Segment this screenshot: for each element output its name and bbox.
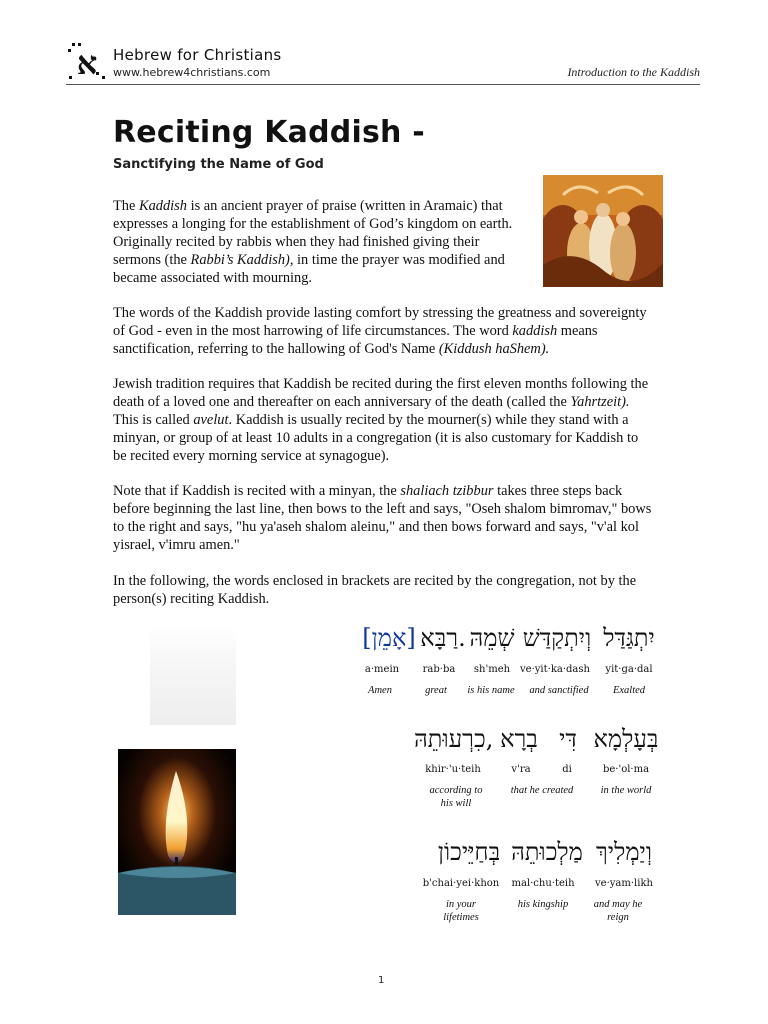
text-run: The	[113, 198, 139, 214]
hebrew-word: יִתְגַּדַּל	[603, 624, 655, 652]
hebrew-word: בְּעָלְמָא	[593, 725, 659, 753]
italic-term: Rabbi’s Kaddish),	[190, 252, 294, 268]
transliteration: yit·ga·dal	[605, 664, 653, 675]
text-run: takes three steps back before beginning the last line, then bows to the left and says, "Oseh shalom bimromav," bows to the right and says, "hu ya'aseh shalom aleinu," and then bows forward and says, "v'al kol yisrael, v'imru amen."	[113, 483, 652, 553]
text-run: In the following, the words enclosed in brackets are recited by the congregation, not by the person(s) reciting Kaddish.	[113, 573, 637, 607]
hebrew-word-congregation: [אָמֵן]	[362, 624, 416, 652]
tradition-paragraph	[113, 375, 653, 465]
gloss: and may he reign	[593, 899, 643, 923]
minyan-paragraph	[113, 482, 653, 554]
text-run: Jewish tradition requires that Kaddish be recited during the first eleven months following the death of a loved one and thereafter on each anniversary of the death (called the	[113, 376, 649, 410]
text-run: means sanctification, referring to the hallowing of God's Name	[113, 323, 598, 357]
logo-letter: א	[76, 44, 98, 82]
site-name: Hebrew for Christians	[113, 46, 282, 64]
transliteration: rab·ba	[422, 664, 456, 675]
transliteration: v'ra	[511, 764, 531, 775]
candle-image	[118, 749, 236, 915]
gloss: according to his will	[429, 785, 483, 809]
page-subtitle: Sanctifying the Name of God	[113, 157, 324, 172]
gloss: that he created	[510, 785, 574, 796]
angels-painting-image	[543, 175, 663, 287]
italic-term: kaddish	[512, 323, 558, 339]
hebrew-word: בְרָא	[500, 725, 538, 753]
gloss: Exalted	[612, 685, 646, 696]
italic-term: shaliach tzibbur	[400, 483, 494, 499]
gloss: great	[425, 685, 447, 696]
page-number: 1	[378, 975, 385, 986]
italic-term: Yahrtzeit).	[570, 394, 630, 410]
hebrew-word: דִּי	[559, 725, 577, 753]
text-run: is an ancient prayer of praise (written in Aramaic) that expresses a longing for the establishment of God’s kingdom on earth. Originally recited by rabbis when they had finished giving their sermons (the	[113, 198, 513, 268]
hebrew-word: שְׁמֵהּ	[469, 624, 515, 652]
italic-term: (Kiddush haShem).	[438, 341, 550, 357]
hebrew-word: וְיַמְלִיךְ	[596, 838, 652, 866]
hebrew-word: בְּחַיֵּיכוֹן	[437, 838, 501, 866]
hebrew-word: רַבָּא.	[420, 624, 466, 652]
transliteration: mal·chu·teih	[511, 878, 575, 889]
transliteration: a·mein	[364, 664, 400, 675]
aleph-logo-icon	[66, 40, 108, 82]
transliteration: di	[562, 764, 572, 775]
gloss: in the world	[600, 785, 652, 796]
italic-term: Kaddish	[138, 198, 187, 214]
text-run: in time the prayer was modified and became associated with mourning.	[113, 252, 505, 286]
site-url[interactable]: www.hebrew4christians.com	[113, 66, 271, 79]
intro-paragraph	[113, 197, 513, 287]
transliteration: ve·yit·ka·dash	[520, 664, 590, 675]
brackets-note-paragraph	[113, 572, 653, 608]
page-header	[66, 40, 700, 85]
hebrew-word: כִרְעוּתֵהּ,	[414, 725, 494, 753]
transliteration: b'chai·yei·khon	[422, 878, 500, 889]
text-run: The words of the Kaddish provide lasting comfort by stressing the greatness and sovereignty of God - even in the most harrowing of life circumstances. The word	[113, 305, 647, 339]
text-run: Note that if Kaddish is recited with a minyan, the	[113, 483, 401, 499]
document-title: Introduction to the Kaddish	[567, 65, 700, 79]
hebrew-word: וְיִתְקַדַּשׁ	[522, 624, 592, 652]
transliteration: khir·'u·teih	[425, 764, 481, 775]
gloss: in your lifetimes	[443, 899, 479, 923]
hebrew-word: מַלְכוּתֵהּ	[511, 838, 583, 866]
transliteration: sh'meh	[473, 664, 511, 675]
text-run: This is called	[113, 412, 194, 428]
gloss: and sanctified	[529, 685, 589, 696]
image-fade-area	[150, 625, 236, 725]
gloss: is his name	[467, 685, 515, 696]
text-run: . Kaddish is usually recited by the mourner(s) while they stand with a minyan, or group of at least 10 adults in a congregation (it is also customary for Kaddish to be recited every morning service at synagogue).	[113, 412, 639, 464]
page-title: Reciting Kaddish -	[113, 115, 425, 150]
meaning-paragraph	[113, 304, 653, 358]
transliteration: be·'ol·ma	[602, 764, 650, 775]
italic-term: avelut	[193, 412, 229, 428]
transliteration: ve·yam·likh	[595, 878, 653, 889]
gloss: Amen	[368, 685, 392, 696]
gloss: his kingship	[517, 899, 569, 910]
